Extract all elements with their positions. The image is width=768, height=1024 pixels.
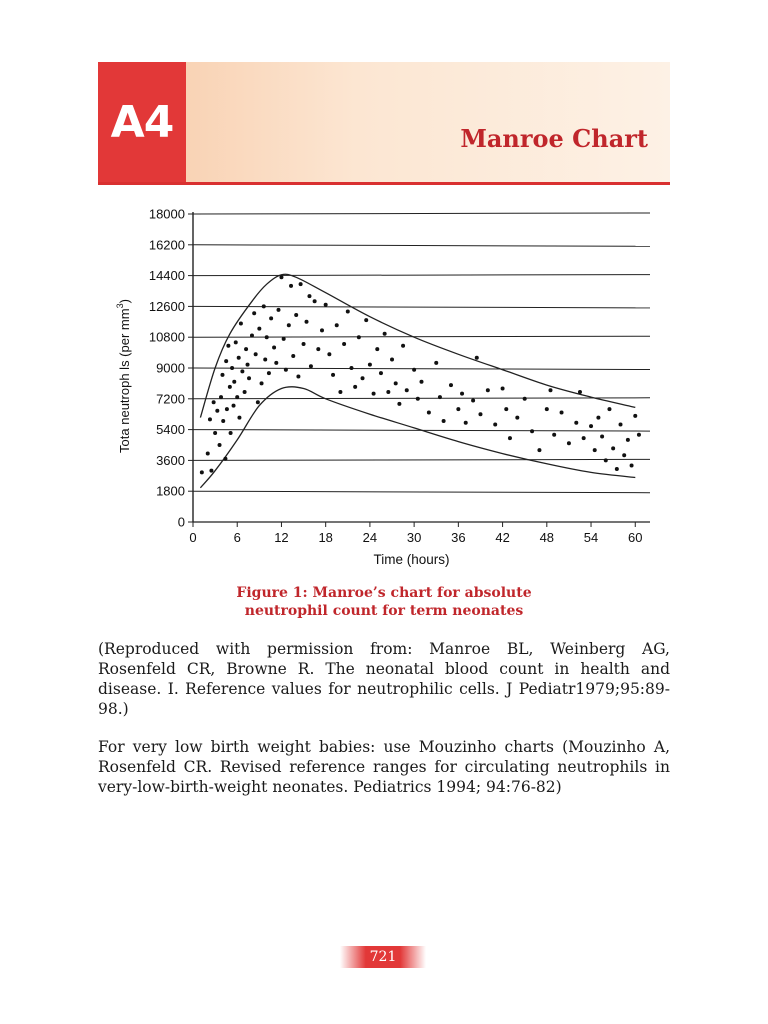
banner-divider — [98, 182, 670, 185]
grid-line — [193, 213, 650, 214]
data-point — [397, 402, 401, 406]
grid-line — [193, 336, 650, 337]
data-point — [545, 407, 549, 411]
x-tick-label: 24 — [362, 530, 378, 545]
y-tick-label: 16200 — [148, 237, 185, 253]
data-point — [289, 284, 293, 288]
data-point — [412, 368, 416, 372]
data-point — [215, 409, 219, 413]
data-point — [272, 345, 276, 349]
data-point — [287, 323, 291, 327]
upper-bound-curve — [200, 274, 635, 417]
data-point — [274, 361, 278, 365]
data-point — [637, 433, 641, 437]
data-point — [456, 407, 460, 411]
data-point — [589, 424, 593, 428]
data-point — [284, 368, 288, 372]
data-point — [342, 342, 346, 346]
data-point — [372, 392, 376, 396]
data-point — [633, 414, 637, 418]
data-point — [478, 412, 482, 416]
grid-line — [193, 491, 650, 493]
data-point — [442, 419, 446, 423]
data-point — [567, 441, 571, 445]
data-point — [501, 387, 505, 391]
caption-line-2: neutrophil count for term neonates — [244, 603, 524, 619]
data-point — [247, 376, 251, 380]
data-point — [349, 366, 353, 370]
data-point — [307, 294, 311, 298]
grid-line — [193, 306, 650, 308]
data-point — [237, 356, 241, 360]
x-tick-label: 30 — [406, 530, 422, 545]
y-tick-label: 14400 — [148, 268, 185, 284]
data-point — [434, 361, 438, 365]
data-point — [291, 354, 295, 358]
data-point — [299, 282, 303, 286]
vlbw-paragraph: For very low birth weight babies: use Mouzinho charts (Mouzinho A, Rosenfeld CR. Revised reference ranges for circulating neutrophils in very-low-birth-weight neonates. Pediatrics 1994; 94:76-82) — [98, 738, 670, 796]
x-tick-label: 12 — [274, 530, 289, 545]
data-point — [338, 390, 342, 394]
figure-caption — [98, 584, 670, 620]
data-point — [401, 344, 405, 348]
x-tick-label: 54 — [583, 530, 599, 545]
data-point — [600, 434, 604, 438]
data-point — [416, 397, 420, 401]
grid-line — [193, 368, 650, 370]
data-point — [228, 385, 232, 389]
data-point — [464, 421, 468, 425]
data-point — [256, 400, 260, 404]
y-tick-label: 10800 — [148, 329, 185, 345]
data-point — [232, 380, 236, 384]
data-point — [234, 340, 238, 344]
data-point — [223, 457, 227, 461]
data-point — [206, 452, 210, 456]
page-title: Manroe Chart — [460, 124, 648, 153]
data-point — [607, 407, 611, 411]
x-tick-label: 0 — [189, 530, 197, 545]
data-point — [269, 316, 273, 320]
data-point — [523, 397, 527, 401]
data-point — [263, 357, 267, 361]
data-point — [475, 356, 479, 360]
data-point — [218, 443, 222, 447]
data-point — [225, 407, 229, 411]
data-point — [282, 337, 286, 341]
x-tick-label: 42 — [495, 530, 510, 545]
data-point — [449, 383, 453, 387]
data-point — [244, 347, 248, 351]
y-tick-label: 1800 — [156, 483, 185, 499]
data-point — [302, 342, 306, 346]
data-point — [335, 323, 339, 327]
data-point — [626, 438, 630, 442]
data-point — [548, 388, 552, 392]
y-tick-label: 9000 — [156, 360, 185, 376]
data-point — [386, 390, 390, 394]
data-point — [438, 395, 442, 399]
grid-line — [193, 459, 650, 460]
data-point — [200, 470, 204, 474]
data-point — [427, 410, 431, 414]
x-tick-label: 6 — [233, 530, 241, 545]
data-point — [230, 366, 234, 370]
data-point — [420, 380, 424, 384]
data-point — [237, 416, 241, 420]
y-tick-label: 12600 — [148, 298, 185, 314]
data-point — [508, 436, 512, 440]
data-point — [208, 417, 212, 421]
data-point — [615, 467, 619, 471]
data-point — [294, 313, 298, 317]
data-point — [630, 464, 634, 468]
data-point — [537, 448, 541, 452]
data-point — [267, 371, 271, 375]
data-point — [265, 335, 269, 339]
data-point — [262, 304, 266, 308]
data-point — [327, 352, 331, 356]
data-point — [353, 385, 357, 389]
data-point — [221, 419, 225, 423]
data-point — [246, 363, 250, 367]
data-point — [313, 299, 317, 303]
data-point — [254, 352, 258, 356]
data-point — [619, 422, 623, 426]
data-point — [390, 357, 394, 361]
data-point — [368, 363, 372, 367]
data-point — [346, 310, 350, 314]
data-point — [232, 404, 236, 408]
data-point — [383, 332, 387, 336]
data-point — [361, 376, 365, 380]
data-point — [320, 328, 324, 332]
chapter-banner — [98, 62, 670, 182]
data-point — [219, 395, 223, 399]
grid-line — [193, 275, 650, 276]
data-point — [239, 322, 243, 326]
data-point — [324, 303, 328, 307]
x-axis-label: Time (hours) — [373, 552, 450, 567]
data-point — [460, 392, 464, 396]
data-point — [552, 433, 556, 437]
x-tick-label: 48 — [539, 530, 555, 545]
section-code: A4 — [110, 96, 174, 148]
data-point — [257, 327, 261, 331]
y-tick-label: 18000 — [148, 206, 185, 222]
data-point — [279, 275, 283, 279]
data-point — [611, 446, 615, 450]
data-point — [504, 407, 508, 411]
caption-line-1: Figure 1: Manroe’s chart for absolute — [236, 585, 532, 601]
data-point — [394, 381, 398, 385]
data-point — [316, 347, 320, 351]
data-point — [471, 399, 475, 403]
y-tick-label: 5400 — [156, 422, 185, 438]
data-point — [604, 458, 608, 462]
data-point — [252, 311, 256, 315]
data-point — [212, 400, 216, 404]
data-point — [243, 390, 247, 394]
manroe-chart — [100, 195, 660, 575]
data-point — [530, 429, 534, 433]
data-point — [560, 410, 564, 414]
data-point — [235, 395, 239, 399]
x-tick-label: 36 — [451, 530, 466, 545]
data-point — [405, 388, 409, 392]
data-point — [375, 347, 379, 351]
data-point — [296, 375, 300, 379]
data-point — [578, 390, 582, 394]
data-point — [213, 431, 217, 435]
data-point — [364, 318, 368, 322]
data-point — [250, 333, 254, 337]
y-tick-label: 0 — [177, 514, 185, 530]
data-point — [240, 369, 244, 373]
data-point — [582, 436, 586, 440]
data-point — [515, 416, 519, 420]
data-point — [574, 421, 578, 425]
x-tick-label: 60 — [628, 530, 643, 545]
data-point — [331, 373, 335, 377]
lower-bound-curve — [200, 387, 635, 488]
data-point — [309, 364, 313, 368]
data-point — [220, 373, 224, 377]
data-point — [593, 448, 597, 452]
data-point — [493, 422, 497, 426]
y-tick-label: 7200 — [156, 391, 185, 407]
grid-line — [193, 245, 650, 247]
data-point — [277, 308, 281, 312]
data-point — [305, 320, 309, 324]
citation-paragraph: (Reproduced with permission from: Manroe BL, Weinberg AG, Rosenfeld CR, Browne R. The neonatal blood count in health and disease. I. Reference values for neutrophilic cells. J Pediatr1979;95:89-98.) — [98, 640, 670, 718]
data-point — [226, 344, 230, 348]
y-axis-label: Tota neutroph ls (per $mm^3$) — [115, 299, 132, 453]
data-point — [622, 453, 626, 457]
data-point — [209, 469, 213, 473]
data-point — [229, 431, 233, 435]
data-point — [486, 388, 490, 392]
data-point — [224, 359, 228, 363]
page-number: 721 — [340, 946, 426, 968]
grid-line — [193, 398, 650, 399]
x-tick-label: 18 — [318, 530, 333, 545]
data-point — [379, 371, 383, 375]
y-tick-label: 3600 — [156, 452, 185, 468]
data-point — [260, 381, 264, 385]
data-point — [357, 335, 361, 339]
data-point — [596, 416, 600, 420]
